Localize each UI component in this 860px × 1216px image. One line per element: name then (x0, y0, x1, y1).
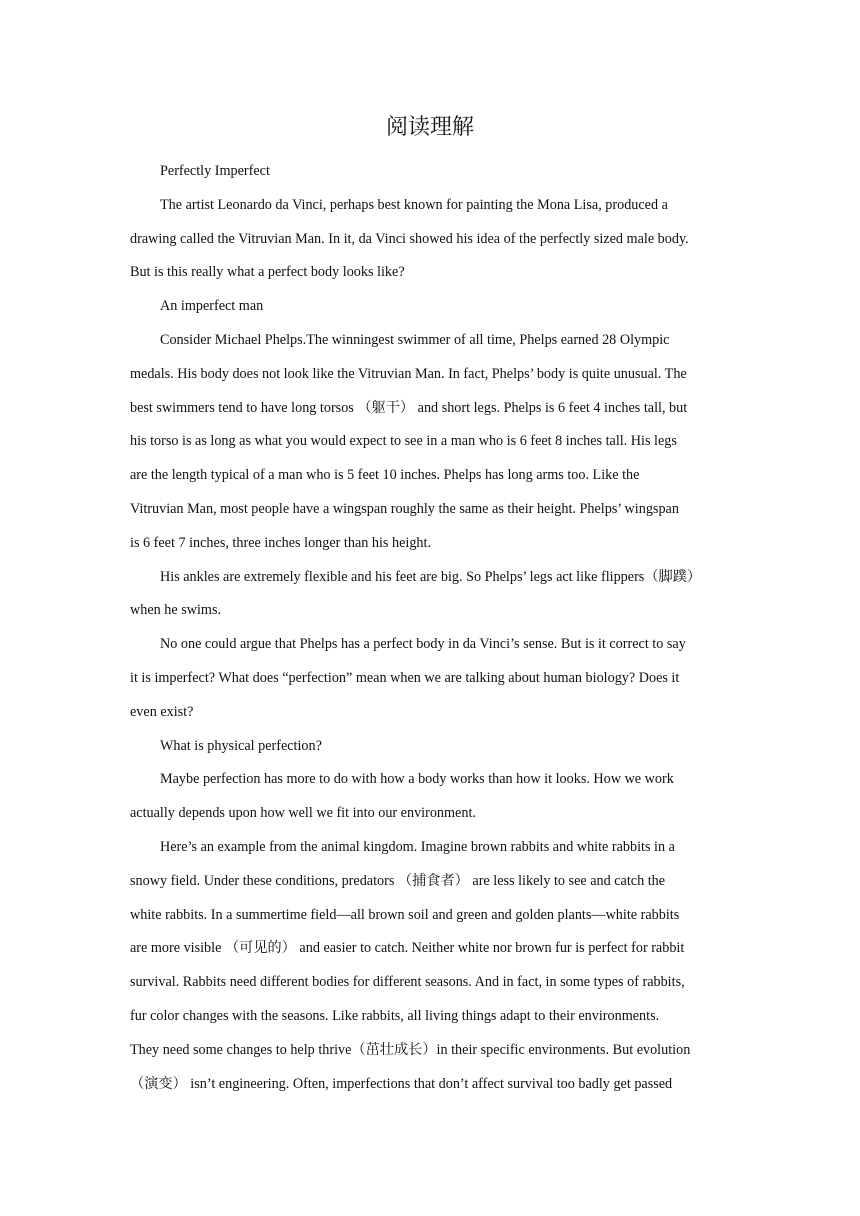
paragraph-line: Consider Michael Phelps.The winningest swimmer of all time, Phelps earned 28 Olympic (160, 331, 670, 348)
paragraph-line: （演变） isn’t engineering. Often, imperfections that don’t affect survival too badly get passed (130, 1075, 673, 1092)
section-title: Perfectly Imperfect (160, 163, 270, 179)
paragraph-line: Maybe perfection has more to do with how a body works than how it looks. How we work (160, 771, 674, 788)
paragraph-line: The artist Leonardo da Vinci, perhaps best known for painting the Mona Lisa, produced a (160, 196, 668, 213)
paragraph-line: drawing called the Vitruvian Man. In it, da Vinci showed his idea of the perfectly sized male body. (130, 230, 689, 247)
paragraph-line: are the length typical of a man who is 5 feet 10 inches. Phelps has long arms too. Like the (130, 467, 640, 484)
paragraph-line: snowy field. Under these conditions, predators （捕食者） are less likely to see and catch the (130, 872, 666, 889)
paragraph-line: medals. His body does not look like the Vitruvian Man. In fact, Phelps’ body is quite unusual. The (130, 365, 687, 382)
paragraph-line: Here’s an example from the animal kingdom. Imagine brown rabbits and white rabbits in a (160, 838, 675, 855)
paragraph-line: actually depends upon how well we fit into our environment. (130, 805, 476, 822)
section-heading: What is physical perfection? (160, 737, 322, 754)
paragraph-line: are more visible （可见的） and easier to catch. Neither white nor brown fur is perfect for rabbit (130, 940, 685, 957)
paragraph-line: fur color changes with the seasons. Like rabbits, all living things adapt to their environments. (130, 1007, 660, 1024)
section-heading: An imperfect man (160, 298, 264, 315)
paragraph-line: But is this really what a perfect body looks like? (130, 264, 405, 281)
paragraph-line: his torso is as long as what you would expect to see in a man who is 6 feet 8 inches tall. His legs (130, 433, 677, 450)
paragraph-line: They need some changes to help thrive（茁壮成长）in their specific environments. But evolution (130, 1041, 691, 1058)
document-body (130, 155, 735, 1101)
paragraph-line: it is imperfect? What does “perfection” mean when we are talking about human biology? Does it (130, 669, 680, 686)
paragraph-line: Vitruvian Man, most people have a wingspan roughly the same as their height. Phelps’ wingspan (130, 500, 679, 517)
paragraph-line: survival. Rabbits need different bodies for different seasons. And in fact, in some types of rabbits, (130, 974, 685, 991)
paragraph-line: best swimmers tend to have long torsos （躯干） and short legs. Phelps is 6 feet 4 inches tall, but (130, 399, 688, 416)
paragraph-line: No one could argue that Phelps has a perfect body in da Vinci’s sense. But is it correct to say (160, 636, 686, 653)
paragraph-line: His ankles are extremely flexible and his feet are big. So Phelps’ legs act like flippers（脚蹼） (160, 568, 702, 585)
paragraph-line: when he swims. (130, 602, 222, 619)
paragraph-line: is 6 feet 7 inches, three inches longer than his height. (130, 534, 432, 551)
paragraph-line: even exist? (130, 703, 194, 720)
document-title: 阅读理解 (385, 115, 474, 140)
paragraph-line: white rabbits. In a summertime field—all brown soil and green and golden plants—white rabbits (130, 906, 680, 923)
